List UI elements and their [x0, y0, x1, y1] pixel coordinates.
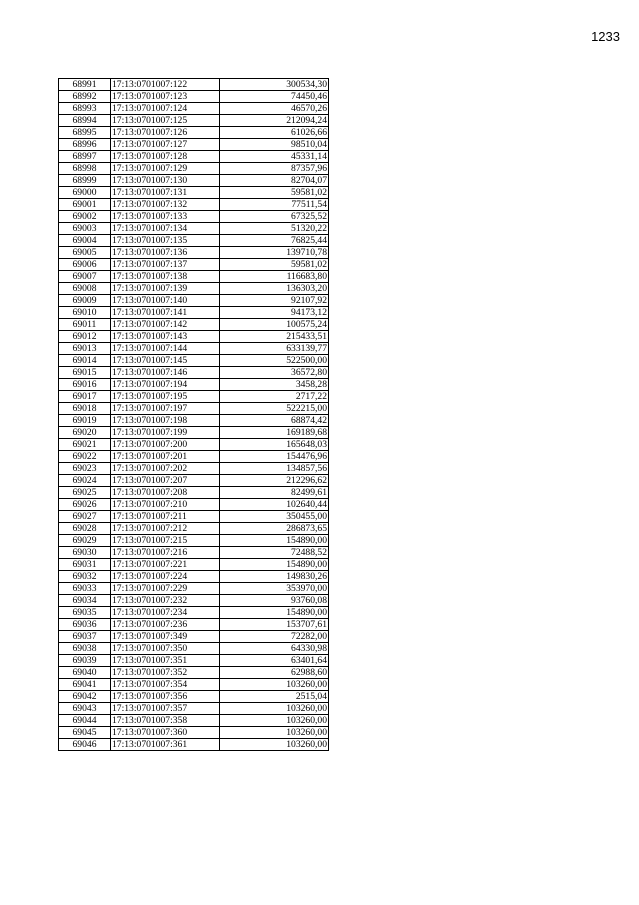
cadastral-number-cell: 17:13:0701007:124 — [111, 103, 220, 115]
cadastral-value-cell: 212094,24 — [220, 115, 329, 127]
cadastral-number-cell: 17:13:0701007:201 — [111, 451, 220, 463]
cadastral-value-cell: 36572,80 — [220, 367, 329, 379]
table-row — [59, 475, 329, 487]
table-row — [59, 175, 329, 187]
row-number-cell: 68998 — [59, 163, 111, 175]
table-row — [59, 451, 329, 463]
cadastral-value-cell: 2717,22 — [220, 391, 329, 403]
row-number-cell: 69018 — [59, 403, 111, 415]
cadastral-number-cell: 17:13:0701007:211 — [111, 511, 220, 523]
table-row — [59, 151, 329, 163]
cadastral-value-cell: 46570,26 — [220, 103, 329, 115]
row-number-cell: 69032 — [59, 571, 111, 583]
row-number-cell: 68999 — [59, 175, 111, 187]
cadastral-number-cell: 17:13:0701007:141 — [111, 307, 220, 319]
cadastral-value-cell: 633139,77 — [220, 343, 329, 355]
cadastral-number-cell: 17:13:0701007:350 — [111, 643, 220, 655]
table-row — [59, 79, 329, 91]
row-number-cell: 69009 — [59, 295, 111, 307]
cadastral-value-cell: 153707,61 — [220, 619, 329, 631]
table-row — [59, 283, 329, 295]
table-row — [59, 343, 329, 355]
row-number-cell: 69008 — [59, 283, 111, 295]
row-number-cell: 68994 — [59, 115, 111, 127]
cadastral-value-cell: 134857,56 — [220, 463, 329, 475]
row-number-cell: 69039 — [59, 655, 111, 667]
table-row — [59, 355, 329, 367]
row-number-cell: 69013 — [59, 343, 111, 355]
row-number-cell: 69029 — [59, 535, 111, 547]
cadastral-number-cell: 17:13:0701007:142 — [111, 319, 220, 331]
row-number-cell: 68991 — [59, 79, 111, 91]
table-row — [59, 307, 329, 319]
cadastral-value-cell: 116683,80 — [220, 271, 329, 283]
cadastral-number-cell: 17:13:0701007:130 — [111, 175, 220, 187]
table-row — [59, 163, 329, 175]
cadastral-number-cell: 17:13:0701007:199 — [111, 427, 220, 439]
table-row — [59, 139, 329, 151]
cadastral-number-cell: 17:13:0701007:136 — [111, 247, 220, 259]
cadastral-number-cell: 17:13:0701007:140 — [111, 295, 220, 307]
table-row — [59, 127, 329, 139]
row-number-cell: 69021 — [59, 439, 111, 451]
cadastral-value-cell: 103260,00 — [220, 727, 329, 739]
cadastral-number-cell: 17:13:0701007:234 — [111, 607, 220, 619]
row-number-cell: 69004 — [59, 235, 111, 247]
cadastral-value-table — [58, 78, 329, 751]
cadastral-number-cell: 17:13:0701007:134 — [111, 223, 220, 235]
cadastral-value-cell: 350455,00 — [220, 511, 329, 523]
row-number-cell: 69031 — [59, 559, 111, 571]
cadastral-value-cell: 98510,04 — [220, 139, 329, 151]
cadastral-number-cell: 17:13:0701007:208 — [111, 487, 220, 499]
table-row — [59, 511, 329, 523]
cadastral-value-cell: 63401,64 — [220, 655, 329, 667]
table-row — [59, 655, 329, 667]
table-row — [59, 643, 329, 655]
cadastral-value-cell: 149830,26 — [220, 571, 329, 583]
cadastral-number-cell: 17:13:0701007:194 — [111, 379, 220, 391]
cadastral-number-cell: 17:13:0701007:358 — [111, 715, 220, 727]
cadastral-number-cell: 17:13:0701007:212 — [111, 523, 220, 535]
cadastral-number-cell: 17:13:0701007:138 — [111, 271, 220, 283]
cadastral-value-cell: 76825,44 — [220, 235, 329, 247]
row-number-cell: 69033 — [59, 583, 111, 595]
cadastral-value-cell: 286873,65 — [220, 523, 329, 535]
table-row — [59, 295, 329, 307]
cadastral-value-cell: 67325,52 — [220, 211, 329, 223]
cadastral-number-cell: 17:13:0701007:200 — [111, 439, 220, 451]
table-row — [59, 691, 329, 703]
cadastral-value-cell: 165648,03 — [220, 439, 329, 451]
cadastral-value-cell: 61026,66 — [220, 127, 329, 139]
cadastral-number-cell: 17:13:0701007:145 — [111, 355, 220, 367]
table-row — [59, 559, 329, 571]
row-number-cell: 69042 — [59, 691, 111, 703]
cadastral-number-cell: 17:13:0701007:125 — [111, 115, 220, 127]
table-row — [59, 211, 329, 223]
table-row — [59, 271, 329, 283]
cadastral-number-cell: 17:13:0701007:143 — [111, 331, 220, 343]
table-row — [59, 523, 329, 535]
table-row — [59, 115, 329, 127]
table-row — [59, 427, 329, 439]
table-row — [59, 679, 329, 691]
table-row — [59, 91, 329, 103]
row-number-cell: 69037 — [59, 631, 111, 643]
row-number-cell: 69035 — [59, 607, 111, 619]
cadastral-number-cell: 17:13:0701007:139 — [111, 283, 220, 295]
cadastral-number-cell: 17:13:0701007:352 — [111, 667, 220, 679]
table-row — [59, 487, 329, 499]
row-number-cell: 68997 — [59, 151, 111, 163]
table-row — [59, 463, 329, 475]
row-number-cell: 69026 — [59, 499, 111, 511]
row-number-cell: 69022 — [59, 451, 111, 463]
table-row — [59, 415, 329, 427]
cadastral-value-cell: 154890,00 — [220, 607, 329, 619]
table-row — [59, 367, 329, 379]
row-number-cell: 69000 — [59, 187, 111, 199]
cadastral-value-cell: 103260,00 — [220, 715, 329, 727]
cadastral-value-cell: 82499,61 — [220, 487, 329, 499]
cadastral-number-cell: 17:13:0701007:360 — [111, 727, 220, 739]
cadastral-value-cell: 102640,44 — [220, 499, 329, 511]
row-number-cell: 69028 — [59, 523, 111, 535]
table-row — [59, 739, 329, 751]
cadastral-value-cell: 169189,68 — [220, 427, 329, 439]
row-number-cell: 69024 — [59, 475, 111, 487]
row-number-cell: 69023 — [59, 463, 111, 475]
row-number-cell: 69025 — [59, 487, 111, 499]
row-number-cell: 69016 — [59, 379, 111, 391]
row-number-cell: 69034 — [59, 595, 111, 607]
cadastral-number-cell: 17:13:0701007:232 — [111, 595, 220, 607]
row-number-cell: 69038 — [59, 643, 111, 655]
table-row — [59, 595, 329, 607]
cadastral-value-cell: 139710,78 — [220, 247, 329, 259]
row-number-cell: 69012 — [59, 331, 111, 343]
cadastral-number-cell: 17:13:0701007:210 — [111, 499, 220, 511]
cadastral-value-cell: 154890,00 — [220, 559, 329, 571]
row-number-cell: 68992 — [59, 91, 111, 103]
cadastral-value-cell: 68874,42 — [220, 415, 329, 427]
cadastral-value-cell: 59581,02 — [220, 187, 329, 199]
cadastral-number-cell: 17:13:0701007:357 — [111, 703, 220, 715]
table-row — [59, 403, 329, 415]
table-row — [59, 535, 329, 547]
table-row — [59, 391, 329, 403]
cadastral-number-cell: 17:13:0701007:135 — [111, 235, 220, 247]
cadastral-value-cell: 522500,00 — [220, 355, 329, 367]
cadastral-value-cell: 82704,07 — [220, 175, 329, 187]
table-row — [59, 571, 329, 583]
row-number-cell: 69017 — [59, 391, 111, 403]
row-number-cell: 69003 — [59, 223, 111, 235]
cadastral-number-cell: 17:13:0701007:128 — [111, 151, 220, 163]
page-number: 1233 — [591, 29, 620, 44]
row-number-cell: 69036 — [59, 619, 111, 631]
cadastral-value-cell: 59581,02 — [220, 259, 329, 271]
row-number-cell: 69019 — [59, 415, 111, 427]
table-row — [59, 499, 329, 511]
row-number-cell: 69030 — [59, 547, 111, 559]
row-number-cell: 69015 — [59, 367, 111, 379]
row-number-cell: 69044 — [59, 715, 111, 727]
cadastral-value-cell: 154476,96 — [220, 451, 329, 463]
cadastral-number-cell: 17:13:0701007:195 — [111, 391, 220, 403]
table-row — [59, 667, 329, 679]
cadastral-value-cell: 92107,92 — [220, 295, 329, 307]
table-row — [59, 715, 329, 727]
cadastral-value-cell: 100575,24 — [220, 319, 329, 331]
table-row — [59, 235, 329, 247]
row-number-cell: 69006 — [59, 259, 111, 271]
cadastral-number-cell: 17:13:0701007:202 — [111, 463, 220, 475]
cadastral-number-cell: 17:13:0701007:354 — [111, 679, 220, 691]
table-row — [59, 187, 329, 199]
row-number-cell: 69007 — [59, 271, 111, 283]
table-row — [59, 607, 329, 619]
table-row — [59, 583, 329, 595]
row-number-cell: 69001 — [59, 199, 111, 211]
cadastral-value-cell: 94173,12 — [220, 307, 329, 319]
table-row — [59, 247, 329, 259]
cadastral-value-cell: 3458,28 — [220, 379, 329, 391]
cadastral-number-cell: 17:13:0701007:198 — [111, 415, 220, 427]
table-row — [59, 547, 329, 559]
cadastral-number-cell: 17:13:0701007:207 — [111, 475, 220, 487]
cadastral-value-cell: 72488,52 — [220, 547, 329, 559]
row-number-cell: 69045 — [59, 727, 111, 739]
cadastral-value-cell: 45331,14 — [220, 151, 329, 163]
cadastral-number-cell: 17:13:0701007:349 — [111, 631, 220, 643]
cadastral-value-cell: 93760,08 — [220, 595, 329, 607]
table-row — [59, 727, 329, 739]
table-row — [59, 103, 329, 115]
cadastral-number-cell: 17:13:0701007:197 — [111, 403, 220, 415]
table-row — [59, 259, 329, 271]
cadastral-value-cell: 103260,00 — [220, 739, 329, 751]
cadastral-number-cell: 17:13:0701007:129 — [111, 163, 220, 175]
table-row — [59, 331, 329, 343]
cadastral-number-cell: 17:13:0701007:361 — [111, 739, 220, 751]
table-body — [59, 79, 329, 751]
cadastral-value-cell: 62988,60 — [220, 667, 329, 679]
cadastral-value-cell: 74450,46 — [220, 91, 329, 103]
cadastral-number-cell: 17:13:0701007:123 — [111, 91, 220, 103]
cadastral-number-cell: 17:13:0701007:122 — [111, 79, 220, 91]
table-row — [59, 631, 329, 643]
row-number-cell: 69005 — [59, 247, 111, 259]
table-row — [59, 199, 329, 211]
cadastral-value-cell: 51320,22 — [220, 223, 329, 235]
cadastral-number-cell: 17:13:0701007:137 — [111, 259, 220, 271]
cadastral-value-cell: 215433,51 — [220, 331, 329, 343]
cadastral-number-cell: 17:13:0701007:229 — [111, 583, 220, 595]
row-number-cell: 68995 — [59, 127, 111, 139]
cadastral-number-cell: 17:13:0701007:126 — [111, 127, 220, 139]
cadastral-value-cell: 64330,98 — [220, 643, 329, 655]
cadastral-value-cell: 103260,00 — [220, 703, 329, 715]
row-number-cell: 69014 — [59, 355, 111, 367]
row-number-cell: 69010 — [59, 307, 111, 319]
row-number-cell: 69011 — [59, 319, 111, 331]
cadastral-number-cell: 17:13:0701007:224 — [111, 571, 220, 583]
cadastral-number-cell: 17:13:0701007:356 — [111, 691, 220, 703]
table-row — [59, 703, 329, 715]
row-number-cell: 69043 — [59, 703, 111, 715]
cadastral-value-cell: 2515,04 — [220, 691, 329, 703]
row-number-cell: 69046 — [59, 739, 111, 751]
cadastral-value-cell: 72282,00 — [220, 631, 329, 643]
cadastral-value-cell: 77511,54 — [220, 199, 329, 211]
cadastral-value-cell: 154890,00 — [220, 535, 329, 547]
cadastral-value-cell: 103260,00 — [220, 679, 329, 691]
table-row — [59, 319, 329, 331]
row-number-cell: 69027 — [59, 511, 111, 523]
row-number-cell: 69040 — [59, 667, 111, 679]
cadastral-value-cell: 522215,00 — [220, 403, 329, 415]
cadastral-number-cell: 17:13:0701007:146 — [111, 367, 220, 379]
table-row — [59, 379, 329, 391]
row-number-cell: 68996 — [59, 139, 111, 151]
cadastral-number-cell: 17:13:0701007:131 — [111, 187, 220, 199]
row-number-cell: 69002 — [59, 211, 111, 223]
row-number-cell: 69041 — [59, 679, 111, 691]
cadastral-value-cell: 212296,62 — [220, 475, 329, 487]
cadastral-number-cell: 17:13:0701007:127 — [111, 139, 220, 151]
row-number-cell: 68993 — [59, 103, 111, 115]
cadastral-number-cell: 17:13:0701007:133 — [111, 211, 220, 223]
row-number-cell: 69020 — [59, 427, 111, 439]
cadastral-number-cell: 17:13:0701007:144 — [111, 343, 220, 355]
table-row — [59, 619, 329, 631]
cadastral-number-cell: 17:13:0701007:236 — [111, 619, 220, 631]
cadastral-value-cell: 87357,96 — [220, 163, 329, 175]
cadastral-value-cell: 353970,00 — [220, 583, 329, 595]
cadastral-number-cell: 17:13:0701007:132 — [111, 199, 220, 211]
cadastral-number-cell: 17:13:0701007:216 — [111, 547, 220, 559]
cadastral-value-cell: 136303,20 — [220, 283, 329, 295]
cadastral-number-cell: 17:13:0701007:221 — [111, 559, 220, 571]
table-row — [59, 439, 329, 451]
cadastral-number-cell: 17:13:0701007:215 — [111, 535, 220, 547]
table-row — [59, 223, 329, 235]
cadastral-number-cell: 17:13:0701007:351 — [111, 655, 220, 667]
cadastral-value-cell: 300534,30 — [220, 79, 329, 91]
